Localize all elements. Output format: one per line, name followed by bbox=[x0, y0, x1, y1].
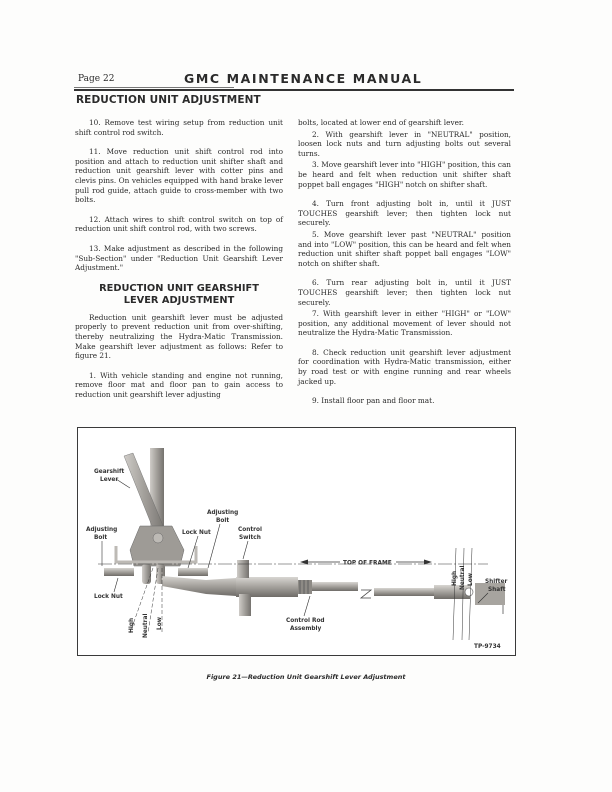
figure-21 bbox=[77, 427, 516, 656]
label-lock-nut-upper: Lock Nut bbox=[182, 530, 211, 536]
step-2: 2. With gearshift lever in "NEUTRAL" position, loosen lock nuts and turn adjusting bolts out several turns. bbox=[298, 129, 511, 158]
control-switch bbox=[237, 560, 249, 578]
gearshift-diagram bbox=[78, 428, 515, 655]
label-shifter-shaft-2: Shaft bbox=[488, 587, 506, 593]
label-adjusting-bolt-left-2: Bolt bbox=[94, 535, 108, 541]
label-adjusting-bolt-right-2: Bolt bbox=[216, 518, 230, 524]
label-low-right: Low bbox=[468, 572, 474, 586]
step-1: 1. With vehicle standing and engine not running, remove floor mat and floor pan to gain access to reduction unit gearshift lever adjusting bbox=[75, 370, 283, 399]
right-column bbox=[298, 118, 511, 416]
label-neutral-right: Neutral bbox=[460, 565, 466, 590]
header-rule bbox=[74, 89, 514, 91]
step-4: 4. Turn front adjusting bolt in, until it JUST TOUCHES gearshift lever; then tighten lock nut securely. bbox=[298, 199, 511, 228]
subsection-title-line2: LEVER ADJUSTMENT bbox=[123, 294, 235, 306]
lever-end-front bbox=[142, 564, 151, 584]
step-6: 6. Turn rear adjusting bolt in, until it JUST TOUCHES gearshift lever; then tighten lock nut securely. bbox=[298, 278, 511, 307]
adjusting-bolt-left bbox=[104, 568, 134, 576]
step-12: 12. Attach wires to shift control switch on top of reduction unit shift control rod, with two screws. bbox=[75, 214, 283, 234]
break-marker bbox=[361, 590, 371, 598]
label-low-left: Low bbox=[157, 616, 163, 630]
step-1-continued: bolts, located at lower end of gearshift lever. bbox=[298, 118, 464, 127]
label-adjusting-bolt-right-1: Adjusting bbox=[207, 510, 239, 516]
control-rod-shaft bbox=[312, 582, 358, 591]
control-rod-spring bbox=[298, 580, 312, 594]
subsection-title-line1: REDUCTION UNIT GEARSHIFT bbox=[99, 282, 259, 294]
label-adjusting-bolt-left-1: Adjusting bbox=[86, 527, 118, 533]
subsection-intro: Reduction unit gearshift lever must be adjusted properly to prevent reduction unit from over-shifting, thereby neutralizing the Hydra-Matic Transmission. Make gearshift lever adjustment as follows: Refer to figure 21. bbox=[75, 312, 283, 361]
pivot-bolt bbox=[153, 533, 163, 543]
label-control-rod-2: Assembly bbox=[290, 626, 322, 632]
step-8: 8. Check reduction unit gearshift lever adjustment for coordination with Hydra-Matic transmission, either by road test or with engine running and rear wheels jacked up. bbox=[298, 347, 511, 386]
step-11: 11. Move reduction unit shift control rod into position and attach to reduction unit shifter shaft and reduction unit gearshift lever with cotter pins and clevis pins. On vehicles equipped with hand brake lever pull rod guide, attach guide to cross-member with two bolts. bbox=[75, 147, 283, 205]
label-control-rod-1: Control Rod bbox=[286, 618, 325, 624]
step-5: 5. Move gearshift lever past "NEUTRAL" position and into "LOW" position, this can be heard and felt when reduction unit shifter shaft poppet ball engages "LOW" notch on shifter shaft. bbox=[298, 229, 511, 268]
clevis-pin bbox=[465, 588, 473, 596]
lever-bracket bbox=[130, 526, 184, 566]
step-3: 3. Move gearshift lever into "HIGH" position, this can be heard and felt when reduction unit shifter shaft poppet ball engages "HIGH" notch on shifter shaft. bbox=[298, 160, 511, 189]
step-10: 10. Remove test wiring setup from reduction unit shift control rod switch. bbox=[75, 118, 283, 137]
adjusting-bolt-right bbox=[178, 568, 208, 576]
subsection-title bbox=[75, 283, 283, 307]
label-plate-id: TP-9734 bbox=[474, 644, 501, 650]
label-high-right: High bbox=[452, 570, 458, 586]
header-rule-thin bbox=[74, 87, 234, 88]
step-9: 9. Install floor pan and floor mat. bbox=[312, 396, 435, 406]
figure-caption: Figure 21—Reduction Unit Gearshift Lever Adjustment bbox=[206, 673, 406, 681]
label-control-switch-1: Control bbox=[238, 527, 262, 533]
manual-title: GMC MAINTENANCE MANUAL bbox=[184, 71, 423, 86]
section-title: REDUCTION UNIT ADJUSTMENT bbox=[76, 94, 261, 106]
switch-terminal bbox=[239, 594, 251, 616]
label-neutral-left: Neutral bbox=[143, 613, 149, 638]
step-13: 13. Make adjustment as described in the following "Sub-Section" under "Reduction Unit Gearshift Lever Adjustment." bbox=[75, 243, 283, 273]
label-lock-nut-lower: Lock Nut bbox=[94, 594, 123, 600]
left-column bbox=[75, 118, 283, 399]
label-control-switch-2: Switch bbox=[239, 535, 261, 541]
label-shifter-shaft-1: Shifter bbox=[485, 579, 508, 585]
control-rod-front bbox=[162, 576, 236, 596]
label-high-left: High bbox=[129, 617, 135, 633]
control-rod-rear bbox=[374, 588, 434, 596]
label-gearshift-lever-1: Gearshift bbox=[94, 469, 125, 475]
page-number: Page 22 bbox=[78, 74, 115, 84]
label-top-of-frame: TOP OF FRAME bbox=[343, 560, 392, 567]
step-7: 7. With gearshift lever in either "HIGH" or "LOW" position, any additional movement of lever should not neutralize the Hydra-Matic Transmission. bbox=[298, 309, 511, 338]
label-gearshift-lever-2: Lever bbox=[100, 477, 119, 483]
